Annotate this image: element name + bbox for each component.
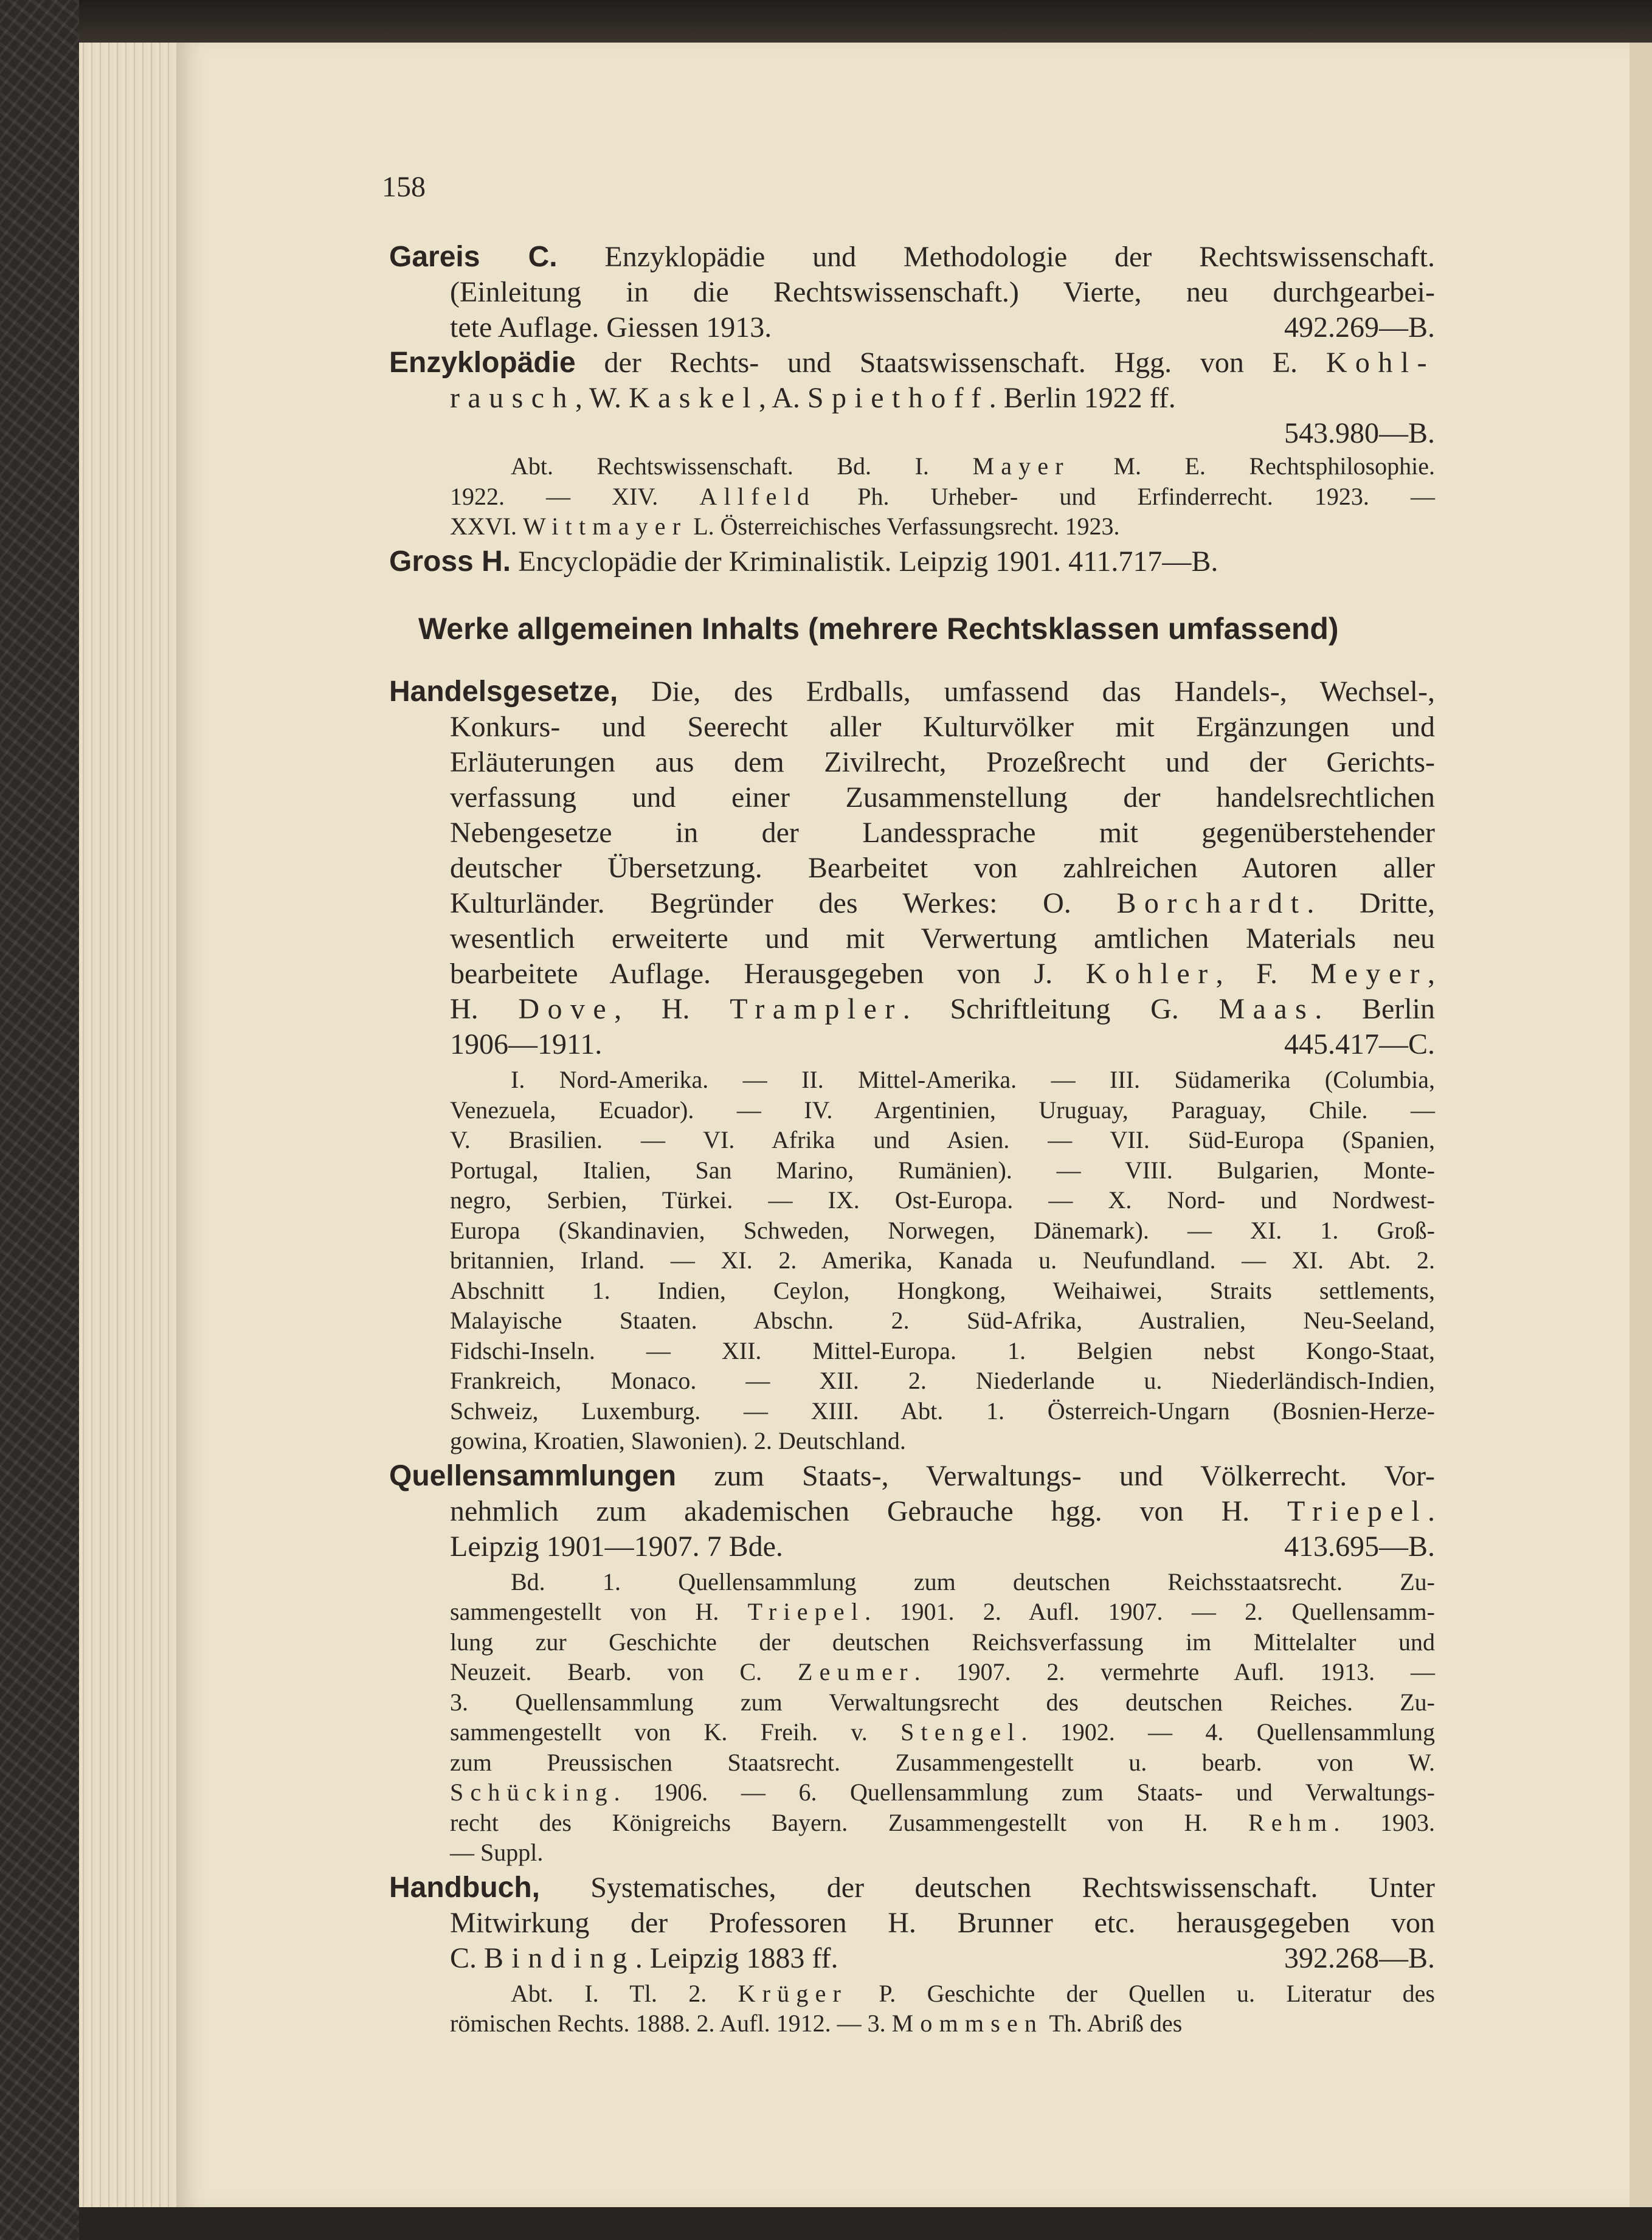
entry-text: H. [450,993,519,1025]
handelsgesetze-line [450,710,1435,744]
entry-keyword: Gross H. [389,545,511,578]
entry-text: Schweiz, Luxemburg. — XIII. Abt. 1. Österreich-Ungarn (Bosnien-Herze- [450,1397,1435,1425]
author-name: Stengel [900,1718,1021,1746]
call-number: 445.417—C. [1284,1028,1435,1060]
entry-text: sammengestellt von K. Freih. v. [450,1718,901,1746]
entry-text: britannien, Irland. — XI. 2. Amerika, Kanada u. Neufundland. — XI. Abt. 2. [450,1246,1435,1274]
author-name: Meyer [1310,958,1428,990]
gareis-line [450,275,1435,309]
page-right-edge [1630,43,1652,2207]
entry-text: (Einleitung in die Rechtswissenschaft.) Vierte, neu durchgearbei- [450,276,1435,308]
entry-text: negro, Serbien, Türkei. — IX. Ost-Europa. — X. Nord- und Nordwest- [450,1186,1435,1214]
handelsgesetze-line [389,675,1435,708]
entry-text: Ph. Urheber- und Erfinderrecht. 1923. — [816,482,1435,510]
handelsgesetze-line [450,1028,602,1061]
quellensammlungen-note-line [450,1808,1435,1837]
handelsgesetze-note-line [450,1306,1435,1335]
call-number: 492.269—B. [1284,311,1435,344]
entry-text: . [1428,1495,1435,1527]
entry-text: 1906—1911. [450,1028,603,1060]
entry-text: Bd. 1. Quellensammlung zum deutschen Reichsstaatsrecht. Zu- [511,1568,1435,1595]
entry-text: L. Österreichisches Verfassungsrecht. 1923. [687,513,1120,540]
enzyklopaedie-note-line [450,482,1435,511]
author-name: Triepel [747,1598,865,1625]
entry-text: gowina, Kroatien, Slawonien). 2. Deutschland. [450,1427,906,1454]
author-name: Schücking [450,1779,614,1806]
entry-text: Neuzeit. Bearb. von C. [450,1658,798,1685]
handelsgesetze-line [450,745,1435,779]
handbuch-note-line [511,1979,1435,2008]
entry-text: Abschnitt 1. Indien, Ceylon, Hongkong, Weihaiwei, Straits settlements, [450,1276,1435,1304]
entry-text: Abt. Rechtswissenschaft. Bd. I. [511,452,973,480]
handelsgesetze-line [450,816,1435,849]
quellensammlungen-line [450,1530,783,1563]
entry-text: verfassung und einer Zusammenstellung der handelsrechtlichen [450,781,1435,814]
handelsgesetze-line [450,957,1435,990]
handelsgesetze-note-line [450,1397,1435,1425]
entry-text: wesentlich erweiterte und mit Verwertung amtlichen Materials neu [450,922,1435,955]
entry-text: zum Preussischen Staatsrecht. Zusammengestellt u. bearb. von W. [450,1748,1435,1776]
handbuch-line [450,1906,1435,1940]
quellensammlungen-note-line [450,1688,1435,1716]
handbuch-line [389,1871,1435,1904]
entry-text: P. Geschichte der Quellen u. Literatur des [848,1979,1435,2007]
author-name: Allfeld [699,482,817,510]
entry-text: 1922. — XIV. [450,482,700,510]
call-number: 392.268—B. [1284,1941,1435,1974]
enzyklopaedie-line [389,346,1435,379]
entry-text: der Rechts- und Staatswissenschaft. Hgg. von E. [575,347,1326,379]
entry-text: . 1901. 2. Aufl. 1907. — 2. Quellensamm- [865,1598,1435,1625]
author-name: Maas [1218,993,1315,1025]
handelsgesetze-note-line [450,1156,1435,1184]
entry-text: tete Auflage. Giessen 1913. [450,311,772,344]
handelsgesetze-note-line [450,1216,1435,1245]
entry-text: 3. Quellensammlung zum Verwaltungsrecht des deutschen Reiches. Zu- [450,1688,1435,1716]
entry-text: . 1906. — 6. Quellensammlung zum Staats- und Verwaltungs- [613,1779,1435,1806]
author-name: Mommsen [891,2010,1044,2037]
entry-text: — Suppl. [450,1839,544,1866]
handelsgesetze-note-line [450,1186,1435,1214]
entry-text: . Berlin [1315,993,1435,1025]
author-name: Dove [518,993,615,1025]
author-name: Mayer [972,452,1070,480]
handelsgesetze-note-line [450,1426,906,1455]
gareis-line [450,311,772,344]
entry-text: Abt. I. Tl. 2. [511,1979,738,2007]
book-top-edge [0,0,1652,43]
entry-text: . Dritte, [1307,887,1436,919]
handelsgesetze-note-line [450,1246,1435,1274]
quellensammlungen-note-line [450,1597,1435,1626]
section-heading: Werke allgemeinen Inhalts (mehrere Rechtsklassen umfassend) [418,612,1339,646]
entry-keyword: Quellensammlungen [389,1459,677,1492]
handelsgesetze-note-line [450,1276,1435,1305]
enzyklopaedie-note-line [450,512,1120,541]
quellensammlungen-note-line [450,1748,1435,1777]
gross-line [389,545,1218,578]
entry-text: nehmlich zum akademischen Gebrauche hgg. von H. [450,1495,1288,1527]
entry-text: zum Staats-, Verwaltungs- und Völkerrecht. Vor- [676,1459,1435,1492]
entry-text: Erläuterungen aus dem Zivilrecht, Prozeßrecht und der Gerichts- [450,746,1435,778]
entry-keyword: Gareis C. [389,241,558,273]
entry-text: Die, des Erdballs, umfassend das Handels-, Wechsel-, [618,676,1435,708]
handelsgesetze-line [450,781,1435,814]
entry-text: . Schriftleitung G. [902,993,1219,1025]
author-name: Kaskel [628,382,759,414]
handelsgesetze-note-line [450,1125,1435,1154]
author-name: Rehm [1248,1808,1334,1836]
entry-text: Portugal, Italien, San Marino, Rumänien). — VIII. Bulgarien, Monte- [450,1156,1435,1184]
entry-text: I. Nord-Amerika. — II. Mittel-Amerika. — III. Südamerika (Columbia, [511,1066,1435,1093]
marbled-cover [0,0,79,2240]
entry-text: M. E. Rechtsphilosophie. [1070,452,1435,480]
entry-keyword: Handelsgesetze, [389,676,618,708]
quellensammlungen-note-line [450,1628,1435,1656]
handelsgesetze-line [450,992,1435,1026]
author-name: Trampler [730,993,903,1025]
entry-text: Kulturländer. Begründer des Werkes: O. [450,887,1117,919]
page-edges [79,43,188,2207]
author-name: Spiethoff [807,382,989,414]
entry-text: . 1907. 2. vermehrte Aufl. 1913. — [914,1658,1436,1685]
enzyklopaedie-line [450,381,1176,415]
quellensammlungen-line [389,1459,1435,1493]
call-number: 543.980—B. [1284,417,1435,449]
entry-text: Nebengesetze in der Landessprache mit gegenüberstehender [450,817,1435,849]
handelsgesetze-note-line [450,1096,1435,1124]
entry-keyword: Handbuch, [389,1871,540,1904]
handbuch-note-line [450,2009,1182,2038]
author-name: Kohler [1085,958,1216,990]
enzyklopaedie-note-line [511,452,1435,480]
entry-text: Encyclopädie der Kriminalistik. Leipzig 1901. 411.717—B. [511,545,1218,578]
handbuch-line [450,1941,838,1975]
handelsgesetze-note-line [450,1336,1435,1365]
entry-text: Leipzig 1901—1907. 7 Bde. [450,1530,783,1563]
author-name: Wittmayer [522,513,688,540]
entry-text: Enzyklopädie und Methodologie der Rechtswissenschaft. [557,241,1435,273]
entry-text: recht des Königreichs Bayern. Zusammengestellt von H. [450,1808,1248,1836]
handelsgesetze-note-line [511,1065,1435,1094]
entry-text: Europa (Skandinavien, Schweden, Norwegen, Dänemark). — XI. 1. Groß- [450,1216,1435,1244]
entry-text: V. Brasilien. — VI. Afrika und Asien. — VII. Süd-Europa (Spanien, [450,1126,1435,1153]
author-name: Borchardt [1116,887,1307,919]
entry-text: Malayische Staaten. Abschn. 2. Süd-Afrika, Australien, Neu-Seeland, [450,1307,1435,1334]
quellensammlungen-line [450,1495,1435,1528]
entry-text: sammengestellt von H. [450,1598,748,1625]
entry-text: bearbeitete Auflage. Herausgegeben von J. [450,958,1086,990]
author-name: rausch [450,382,575,414]
entry-text: Konkurs- und Seerecht aller Kulturvölker mit Ergänzungen und [450,711,1435,743]
entry-text: . Berlin 1922 ff. [989,382,1176,414]
entry-text: deutscher Übersetzung. Bearbeitet von zahlreichen Autoren aller [450,852,1435,884]
entry-keyword: Enzyklopädie [389,347,576,379]
entry-text: . 1902. — 4. Quellensammlung [1021,1718,1435,1746]
entry-text: Mitwirkung der Professoren H. Brunner etc. herausgegeben von [450,1906,1435,1939]
entry-text: Fidschi-Inseln. — XII. Mittel-Europa. 1. Belgien nebst Kongo-Staat, [450,1336,1435,1364]
entry-text: , H. [614,993,730,1025]
quellensammlungen-note-line [450,1838,543,1867]
entry-text: , A. [758,382,807,414]
handelsgesetze-line [450,922,1435,955]
entry-text: , F. [1215,958,1311,990]
author-name: Binding [484,1941,635,1974]
handelsgesetze-note-line [450,1366,1435,1395]
entry-text: . Leipzig 1883 ff. [635,1941,838,1974]
quellensammlungen-note-line [450,1658,1435,1686]
entry-text: C. [450,1941,485,1974]
quellensammlungen-note-line [450,1718,1435,1746]
entry-text: Frankreich, Monaco. — XII. 2. Niederlande u. Niederländisch-Indien, [450,1367,1435,1394]
quellensammlungen-note-line [450,1778,1435,1806]
quellensammlungen-note-line [511,1568,1435,1596]
entry-text: Th. Abriß des [1043,2010,1183,2037]
entry-text: XXVI. [450,513,523,540]
handelsgesetze-line [450,887,1435,920]
gareis-line [389,240,1435,274]
entry-text: römischen Rechts. 1888. 2. Aufl. 1912. — 3. [450,2010,892,2037]
page-number: 158 [382,171,426,203]
entry-text: lung zur Geschichte der deutschen Reichsverfassung im Mittelalter und [450,1628,1435,1656]
entry-text: Venezuela, Ecuador). — IV. Argentinien, Uruguay, Paraguay, Chile. — [450,1096,1435,1124]
call-number: 413.695—B. [1284,1530,1435,1563]
entry-text: , W. [575,382,629,414]
author-name: Zeumer [798,1658,914,1685]
entry-text: , [1428,958,1435,990]
author-name: Triepel [1287,1495,1428,1527]
author-name: Krüger [738,1979,848,2007]
entry-text: Systematisches, der deutschen Rechtswissenschaft. Unter [540,1871,1435,1904]
author-name: Kohl- [1325,347,1435,379]
entry-text: . 1903. [1333,1808,1435,1836]
handelsgesetze-line [450,851,1435,885]
